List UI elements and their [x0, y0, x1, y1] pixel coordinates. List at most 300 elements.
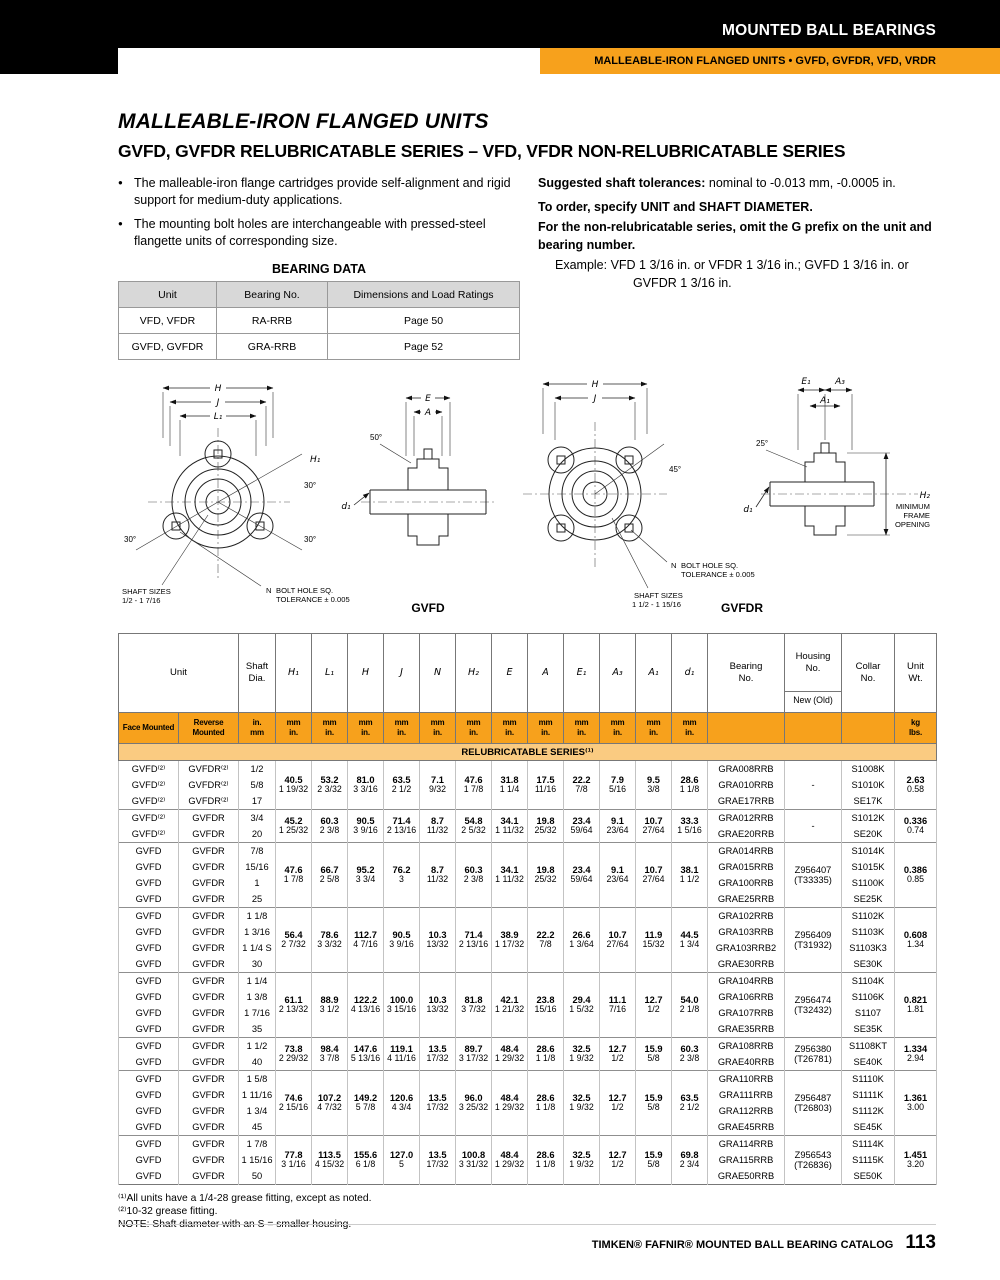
cell-face-mounted: GVFD⁽²⁾: [119, 826, 179, 843]
cell-dimension: 10.7 27/64: [600, 908, 636, 973]
dim-label-E: E: [425, 394, 431, 404]
page-content: [118, 74, 936, 1232]
cell-face-mounted: GVFD⁽²⁾: [119, 793, 179, 810]
shaft-sizes-value: 1 1/2 - 1 15/16: [632, 600, 681, 609]
cell-reverse-mounted: GVFDR⁽²⁾: [179, 761, 239, 778]
cell-reverse-mounted: GVFDR⁽²⁾: [179, 793, 239, 810]
col-shaft-dia: Shaft Dia.: [239, 634, 276, 713]
cell-dimension: 81.8 3 7/32: [456, 973, 492, 1038]
angle-label-30: 30°: [304, 535, 317, 544]
cell-face-mounted: GVFD: [119, 1005, 179, 1021]
cell-collar-no: S1102K: [842, 908, 895, 925]
table-row: [119, 1071, 937, 1088]
cell-dimension: 12.7 1/2: [600, 1071, 636, 1136]
cell-collar-no: S1103K3: [842, 940, 895, 956]
dim-label-H2: H₂: [919, 491, 930, 501]
ordering-info: [538, 175, 936, 360]
cell-dimension: 8.7 11/32: [420, 843, 456, 908]
cell-bearing-no: GRA114RRB: [708, 1136, 785, 1153]
cell-dimension: 89.7 3 17/32: [456, 1038, 492, 1071]
cell-bearing-no: GRAE30RRB: [708, 956, 785, 973]
cell-face-mounted: GVFD: [119, 859, 179, 875]
cell-dimension: 71.4 2 13/16: [384, 810, 420, 843]
cell-reverse-mounted: GVFDR: [179, 940, 239, 956]
cell-shaft-dia: 45: [239, 1119, 276, 1136]
cell-dimension: 42.1 1 21/32: [492, 973, 528, 1038]
cell-face-mounted: GVFD: [119, 875, 179, 891]
cell-unit-wt: 0.336 0.74: [895, 810, 937, 843]
cell-dimension: 81.0 3 3/16: [348, 761, 384, 810]
cell-dimension: 95.2 3 3/4: [348, 843, 384, 908]
cell-shaft-dia: 17: [239, 793, 276, 810]
cell-face-mounted: GVFD: [119, 1087, 179, 1103]
cell-dimension: 63.5 2 1/2: [384, 761, 420, 810]
subhdr-blank: [708, 713, 785, 744]
cell-reverse-mounted: GVFDR: [179, 810, 239, 827]
drawing-caption-gvfdr: GVFDR: [721, 601, 763, 615]
catalog-section-title: MOUNTED BALL BEARINGS: [721, 22, 936, 39]
cell-dimension: 28.6 1 1/8: [528, 1071, 564, 1136]
subhdr-weight-units: kg lbs.: [895, 713, 937, 744]
cell-dimension: 32.5 1 9/32: [564, 1071, 600, 1136]
bd-cell-bearing: GRA-RRB: [217, 334, 328, 360]
cell-shaft-dia: 25: [239, 891, 276, 908]
dim-label-J: J: [216, 398, 220, 408]
order-example: [538, 257, 936, 292]
table-row: [119, 843, 937, 860]
cell-dimension: 61.1 2 13/32: [276, 973, 312, 1038]
cell-dimension: 12.7 1/2: [600, 1038, 636, 1071]
cell-reverse-mounted: GVFDR: [179, 875, 239, 891]
cell-reverse-mounted: GVFDR⁽²⁾: [179, 777, 239, 793]
cell-shaft-dia: 3/4: [239, 810, 276, 827]
cell-housing-no: Z956487 (T26803): [785, 1071, 842, 1136]
page-number: 113: [905, 1232, 936, 1253]
bd-cell-unit: GVFD, GVFDR: [119, 334, 217, 360]
cell-shaft-dia: 1 3/16: [239, 924, 276, 940]
cell-collar-no: S1010K: [842, 777, 895, 793]
angle-label-25: 25°: [756, 439, 769, 448]
page-subtitle: GVFD, GVFDR RELUBRICATABLE SERIES – VFD, VFDR NON-RELUBRICATABLE SERIES: [118, 141, 846, 161]
cell-housing-no: -: [785, 810, 842, 843]
cell-face-mounted: GVFD: [119, 908, 179, 925]
cell-dimension: 32.5 1 9/32: [564, 1038, 600, 1071]
dim-label-H: H: [214, 384, 222, 394]
cell-face-mounted: GVFD: [119, 1054, 179, 1071]
footnote-1: ⁽¹⁾All units have a 1/4-28 grease fitting, except as noted.: [118, 1193, 372, 1204]
cell-reverse-mounted: GVFDR: [179, 1119, 239, 1136]
cell-dimension: 122.2 4 13/16: [348, 973, 384, 1038]
cell-dimension: 147.6 5 13/16: [348, 1038, 384, 1071]
cell-dimension: 11.9 15/32: [636, 908, 672, 973]
bd-row: [119, 334, 520, 360]
col-unit-wt: Unit Wt.: [895, 634, 937, 713]
cell-collar-no: SE30K: [842, 956, 895, 973]
cell-collar-no: S1114K: [842, 1136, 895, 1153]
subhdr-dim-units: mm in.: [384, 713, 420, 744]
cell-bearing-no: GRA008RRB: [708, 761, 785, 778]
cell-dimension: 112.7 4 7/16: [348, 908, 384, 973]
cell-dimension: 45.2 1 25/32: [276, 810, 312, 843]
cell-collar-no: S1015K: [842, 859, 895, 875]
cell-bearing-no: GRA111RRB: [708, 1087, 785, 1103]
cell-dimension: 15.9 5/8: [636, 1038, 672, 1071]
cell-dimension: 9.1 23/64: [600, 810, 636, 843]
bd-header-row: [119, 282, 520, 308]
top-black-bar: [0, 0, 1000, 48]
cell-bearing-no: GRA106RRB: [708, 989, 785, 1005]
cell-dimension: 47.6 1 7/8: [276, 843, 312, 908]
bolt-hole-note: BOLT HOLE SQ.: [681, 561, 739, 570]
cell-dimension: 29.4 1 5/32: [564, 973, 600, 1038]
cell-dimension: 100.8 3 31/32: [456, 1136, 492, 1185]
shaft-sizes-note: SHAFT SIZES: [122, 587, 171, 596]
cell-shaft-dia: 40: [239, 1054, 276, 1071]
table-row: [119, 761, 937, 778]
cell-face-mounted: GVFD⁽²⁾: [119, 810, 179, 827]
cell-dimension: 78.6 3 3/32: [312, 908, 348, 973]
cell-dimension: 120.6 4 3/4: [384, 1071, 420, 1136]
bullet-item: ● The mounting bolt holes are interchangeable with pressed-steel flangette units of corresponding size.: [118, 216, 520, 251]
cell-reverse-mounted: GVFDR: [179, 1005, 239, 1021]
col-dim-8: E₁: [564, 634, 600, 713]
cell-reverse-mounted: GVFDR: [179, 859, 239, 875]
cell-reverse-mounted: GVFDR: [179, 1103, 239, 1119]
frame-opening-note: MINIMUM: [895, 502, 930, 511]
cell-dimension: 19.8 25/32: [528, 843, 564, 908]
col-dim-5: H₂: [456, 634, 492, 713]
angle-label-30: 30°: [304, 481, 317, 490]
cell-unit-wt: 0.386 0.85: [895, 843, 937, 908]
order-note: For the non-relubricatable series, omit the G prefix on the unit and bearing number.: [538, 220, 932, 252]
cell-shaft-dia: 1 1/2: [239, 1038, 276, 1055]
cell-bearing-no: GRA107RRB: [708, 1005, 785, 1021]
cell-shaft-dia: 5/8: [239, 777, 276, 793]
cell-shaft-dia: 15/16: [239, 859, 276, 875]
cell-shaft-dia: 1 1/8: [239, 908, 276, 925]
cell-bearing-no: GRA010RRB: [708, 777, 785, 793]
cell-dimension: 31.8 1 1/4: [492, 761, 528, 810]
cell-shaft-dia: 50: [239, 1168, 276, 1185]
cell-dimension: 13.5 17/32: [420, 1136, 456, 1185]
cell-dimension: 107.2 4 7/32: [312, 1071, 348, 1136]
dim-label-E1: E₁: [801, 377, 811, 387]
cell-dimension: 96.0 3 25/32: [456, 1071, 492, 1136]
cell-shaft-dia: 1/2: [239, 761, 276, 778]
cell-bearing-no: GRA115RRB: [708, 1152, 785, 1168]
col-dim-2: H: [348, 634, 384, 713]
order-instruction: To order, specify UNIT and SHAFT DIAMETER.: [538, 199, 813, 214]
cell-dimension: 149.2 5 7/8: [348, 1071, 384, 1136]
cell-collar-no: S1112K: [842, 1103, 895, 1119]
table-row: [119, 810, 937, 827]
subhdr-dim-units: mm in.: [492, 713, 528, 744]
cell-shaft-dia: 30: [239, 956, 276, 973]
subhdr-dim-units: mm in.: [600, 713, 636, 744]
col-unit: Unit: [119, 634, 239, 713]
cell-reverse-mounted: GVFDR: [179, 956, 239, 973]
bearing-data-table: [118, 281, 520, 360]
bd-header-bearing: Bearing No.: [217, 282, 328, 308]
cell-reverse-mounted: GVFDR: [179, 1054, 239, 1071]
cell-dimension: 48.4 1 29/32: [492, 1071, 528, 1136]
cell-dimension: 19.8 25/32: [528, 810, 564, 843]
cell-collar-no: SE35K: [842, 1021, 895, 1038]
cell-dimension: 7.9 5/16: [600, 761, 636, 810]
cell-dimension: 28.6 1 1/8: [672, 761, 708, 810]
cell-reverse-mounted: GVFDR: [179, 891, 239, 908]
cell-face-mounted: GVFD: [119, 1071, 179, 1088]
cell-reverse-mounted: GVFDR: [179, 973, 239, 990]
cell-dimension: 66.7 2 5/8: [312, 843, 348, 908]
cell-bearing-no: GRAE50RRB: [708, 1168, 785, 1185]
cell-collar-no: S1108KT: [842, 1038, 895, 1055]
cell-dimension: 60.3 2 3/8: [672, 1038, 708, 1071]
left-black-block: [0, 48, 118, 74]
cell-collar-no: S1107: [842, 1005, 895, 1021]
cell-face-mounted: GVFD: [119, 891, 179, 908]
bolt-hole-note: BOLT HOLE SQ.: [276, 586, 334, 595]
cell-dimension: 54.0 2 1/8: [672, 973, 708, 1038]
cell-dimension: 69.8 2 3/4: [672, 1136, 708, 1185]
cell-bearing-no: GRA104RRB: [708, 973, 785, 990]
cell-reverse-mounted: GVFDR: [179, 1071, 239, 1088]
cell-reverse-mounted: GVFDR: [179, 1021, 239, 1038]
cell-collar-no: S1103K: [842, 924, 895, 940]
cell-dimension: 47.6 1 7/8: [456, 761, 492, 810]
cell-face-mounted: GVFD: [119, 843, 179, 860]
bolt-hole-n: N: [266, 586, 272, 595]
angle-label-30: 30°: [124, 535, 137, 544]
col-dim-9: A₃: [600, 634, 636, 713]
cell-dimension: 22.2 7/8: [528, 908, 564, 973]
cell-dimension: 23.4 59/64: [564, 810, 600, 843]
cell-collar-no: S1104K: [842, 973, 895, 990]
cell-bearing-no: GRA103RRB2: [708, 940, 785, 956]
cell-reverse-mounted: GVFDR: [179, 1087, 239, 1103]
cell-dimension: 10.3 13/32: [420, 908, 456, 973]
cell-bearing-no: GRAE40RRB: [708, 1054, 785, 1071]
cell-dimension: 15.9 5/8: [636, 1136, 672, 1185]
table-row: [119, 1038, 937, 1055]
cell-collar-no: S1008K: [842, 761, 895, 778]
cell-bearing-no: GRAE20RRB: [708, 826, 785, 843]
angle-label-50: 50°: [370, 433, 383, 442]
cell-unit-wt: 1.451 3.20: [895, 1136, 937, 1185]
cell-face-mounted: GVFD: [119, 1168, 179, 1185]
cell-shaft-dia: 1 7/8: [239, 1136, 276, 1153]
cell-face-mounted: GVFD: [119, 940, 179, 956]
cell-face-mounted: GVFD: [119, 956, 179, 973]
dim-label-d1: d₁: [743, 505, 753, 515]
technical-drawings-section: [118, 372, 936, 624]
subhdr-dim-units: mm in.: [312, 713, 348, 744]
cell-dimension: 48.4 1 29/32: [492, 1038, 528, 1071]
cell-collar-no: S1100K: [842, 875, 895, 891]
cell-dimension: 155.6 6 1/8: [348, 1136, 384, 1185]
col-dim-4: N: [420, 634, 456, 713]
cell-collar-no: S1110K: [842, 1071, 895, 1088]
cell-dimension: 90.5 3 9/16: [384, 908, 420, 973]
cell-shaft-dia: 1: [239, 875, 276, 891]
cell-dimension: 12.7 1/2: [600, 1136, 636, 1185]
footnote-2: ⁽²⁾10-32 grease fitting.: [118, 1206, 218, 1218]
cell-bearing-no: GRAE25RRB: [708, 891, 785, 908]
col-dim-10: A₁: [636, 634, 672, 713]
table-row: [119, 908, 937, 925]
subhdr-blank: [842, 713, 895, 744]
tolerance-label: Suggested shaft tolerances:: [538, 176, 706, 190]
cell-unit-wt: 1.361 3.00: [895, 1071, 937, 1136]
col-bearing-no: Bearing No.: [708, 634, 785, 713]
dim-label-A: A: [424, 408, 432, 418]
cell-shaft-dia: 1 3/4: [239, 1103, 276, 1119]
cell-housing-no: Z956407 (T33335): [785, 843, 842, 908]
col-dim-7: A: [528, 634, 564, 713]
bearing-data-title: BEARING DATA: [272, 262, 366, 276]
drawing-caption-gvfd: GVFD: [411, 601, 445, 615]
cell-dimension: 38.1 1 1/2: [672, 843, 708, 908]
bolt-hole-n: N: [671, 561, 677, 570]
cell-collar-no: SE25K: [842, 891, 895, 908]
subhdr-dim-units: mm in.: [636, 713, 672, 744]
cell-collar-no: S1012K: [842, 810, 895, 827]
cell-bearing-no: GRA110RRB: [708, 1071, 785, 1088]
cell-dimension: 38.9 1 17/32: [492, 908, 528, 973]
cell-bearing-no: GRAE35RRB: [708, 1021, 785, 1038]
cell-housing-no: Z956543 (T26836): [785, 1136, 842, 1185]
bd-cell-bearing: RA-RRB: [217, 308, 328, 334]
subhdr-dim-units: mm in.: [420, 713, 456, 744]
cell-housing-no: -: [785, 761, 842, 810]
cell-shaft-dia: 20: [239, 826, 276, 843]
cell-dimension: 63.5 2 1/2: [672, 1071, 708, 1136]
cell-face-mounted: GVFD: [119, 924, 179, 940]
cell-shaft-dia: 1 5/8: [239, 1071, 276, 1088]
dim-label-J: J: [593, 394, 597, 404]
cell-dimension: 48.4 1 29/32: [492, 1136, 528, 1185]
cell-collar-no: SE20K: [842, 826, 895, 843]
cell-dimension: 22.2 7/8: [564, 761, 600, 810]
bolt-hole-tolerance: TOLERANCE ± 0.005: [681, 570, 755, 579]
cell-dimension: 90.5 3 9/16: [348, 810, 384, 843]
cell-reverse-mounted: GVFDR: [179, 908, 239, 925]
cell-shaft-dia: 1 1/4: [239, 973, 276, 990]
cell-dimension: 13.5 17/32: [420, 1071, 456, 1136]
cell-dimension: 23.4 59/64: [564, 843, 600, 908]
cell-face-mounted: GVFD⁽²⁾: [119, 777, 179, 793]
col-dim-3: J: [384, 634, 420, 713]
dim-label-L1: L₁: [213, 412, 223, 422]
cell-dimension: 71.4 2 13/16: [456, 908, 492, 973]
frame-opening-note: OPENING: [894, 520, 930, 529]
subhdr-dim-units: mm in.: [348, 713, 384, 744]
series-band: RELUBRICATABLE SERIES⁽¹⁾: [119, 744, 937, 761]
cell-dimension: 9.5 3/8: [636, 761, 672, 810]
bd-cell-page: Page 50: [328, 308, 520, 334]
cell-reverse-mounted: GVFDR: [179, 843, 239, 860]
cell-face-mounted: GVFD: [119, 1038, 179, 1055]
cell-housing-no: Z956409 (T31932): [785, 908, 842, 973]
cell-bearing-no: GRA108RRB: [708, 1038, 785, 1055]
footnote-note: NOTE: Shaft diameter with an S = smaller housing.: [118, 1219, 352, 1231]
cell-shaft-dia: 35: [239, 1021, 276, 1038]
cell-shaft-dia: 1 3/8: [239, 989, 276, 1005]
cell-bearing-no: GRA014RRB: [708, 843, 785, 860]
cell-dimension: 17.5 11/16: [528, 761, 564, 810]
specifications-table: [118, 633, 937, 1185]
cell-face-mounted: GVFD: [119, 1119, 179, 1136]
cell-dimension: 28.6 1 1/8: [528, 1136, 564, 1185]
tolerance-value: nominal to -0.013 mm, -0.0005 in.: [705, 176, 896, 190]
dim-label-A3: A₃: [835, 377, 845, 387]
page-title: MALLEABLE-IRON FLANGED UNITS: [118, 110, 489, 133]
cell-reverse-mounted: GVFDR: [179, 989, 239, 1005]
shaft-sizes-value: 1/2 - 1 7/16: [122, 596, 161, 605]
cell-reverse-mounted: GVFDR: [179, 1038, 239, 1055]
col-dim-0: H₁: [276, 634, 312, 713]
cell-reverse-mounted: GVFDR: [179, 1152, 239, 1168]
cell-dimension: 44.5 1 3/4: [672, 908, 708, 973]
dim-label-H1: H₁: [310, 455, 321, 465]
col-housing-no: Housing No. New (Old): [785, 634, 842, 713]
col-collar-no: Collar No.: [842, 634, 895, 713]
cell-dimension: 54.8 2 5/32: [456, 810, 492, 843]
cell-bearing-no: GRA102RRB: [708, 908, 785, 925]
cell-dimension: 26.6 1 3/64: [564, 908, 600, 973]
cell-bearing-no: GRA100RRB: [708, 875, 785, 891]
cell-dimension: 77.8 3 1/16: [276, 1136, 312, 1185]
cell-shaft-dia: 1 15/16: [239, 1152, 276, 1168]
orange-section-bar: [540, 48, 1000, 74]
dim-label-A1: A₁: [820, 396, 830, 406]
cell-dimension: 60.3 2 3/8: [312, 810, 348, 843]
subhdr-shaft-units: in. mm: [239, 713, 276, 744]
cell-collar-no: SE40K: [842, 1054, 895, 1071]
cell-shaft-dia: 1 1/4 S: [239, 940, 276, 956]
cell-dimension: 60.3 2 3/8: [456, 843, 492, 908]
cell-dimension: 11.1 7/16: [600, 973, 636, 1038]
bd-row: [119, 308, 520, 334]
shaft-sizes-note: SHAFT SIZES: [634, 591, 683, 600]
cell-housing-no: Z956380 (T26781): [785, 1038, 842, 1071]
cell-dimension: 34.1 1 11/32: [492, 843, 528, 908]
cell-shaft-dia: 7/8: [239, 843, 276, 860]
bd-cell-page: Page 52: [328, 334, 520, 360]
cell-dimension: 10.7 27/64: [636, 810, 672, 843]
intro-left-column: [118, 175, 520, 360]
frame-opening-note: FRAME: [903, 511, 930, 520]
cell-bearing-no: GRA015RRB: [708, 859, 785, 875]
gvfdr-section-drawing: [743, 377, 930, 535]
cell-dimension: 32.5 1 9/32: [564, 1136, 600, 1185]
cell-reverse-mounted: GVFDR: [179, 924, 239, 940]
cell-face-mounted: GVFD: [119, 1136, 179, 1153]
cell-reverse-mounted: GVFDR: [179, 1168, 239, 1185]
cell-collar-no: S1014K: [842, 843, 895, 860]
catalog-name: TIMKEN® FAFNIR® MOUNTED BALL BEARING CATALOG: [591, 1239, 894, 1251]
technical-drawings: [118, 372, 936, 624]
cell-reverse-mounted: GVFDR: [179, 1136, 239, 1153]
cell-collar-no: S1115K: [842, 1152, 895, 1168]
cell-face-mounted: GVFD: [119, 1021, 179, 1038]
cell-dimension: 12.7 1/2: [636, 973, 672, 1038]
cell-bearing-no: GRAE45RRB: [708, 1119, 785, 1136]
cell-dimension: 73.8 2 29/32: [276, 1038, 312, 1071]
cell-dimension: 40.5 1 19/32: [276, 761, 312, 810]
cell-dimension: 88.9 3 1/2: [312, 973, 348, 1038]
dim-label-H: H: [591, 380, 599, 390]
